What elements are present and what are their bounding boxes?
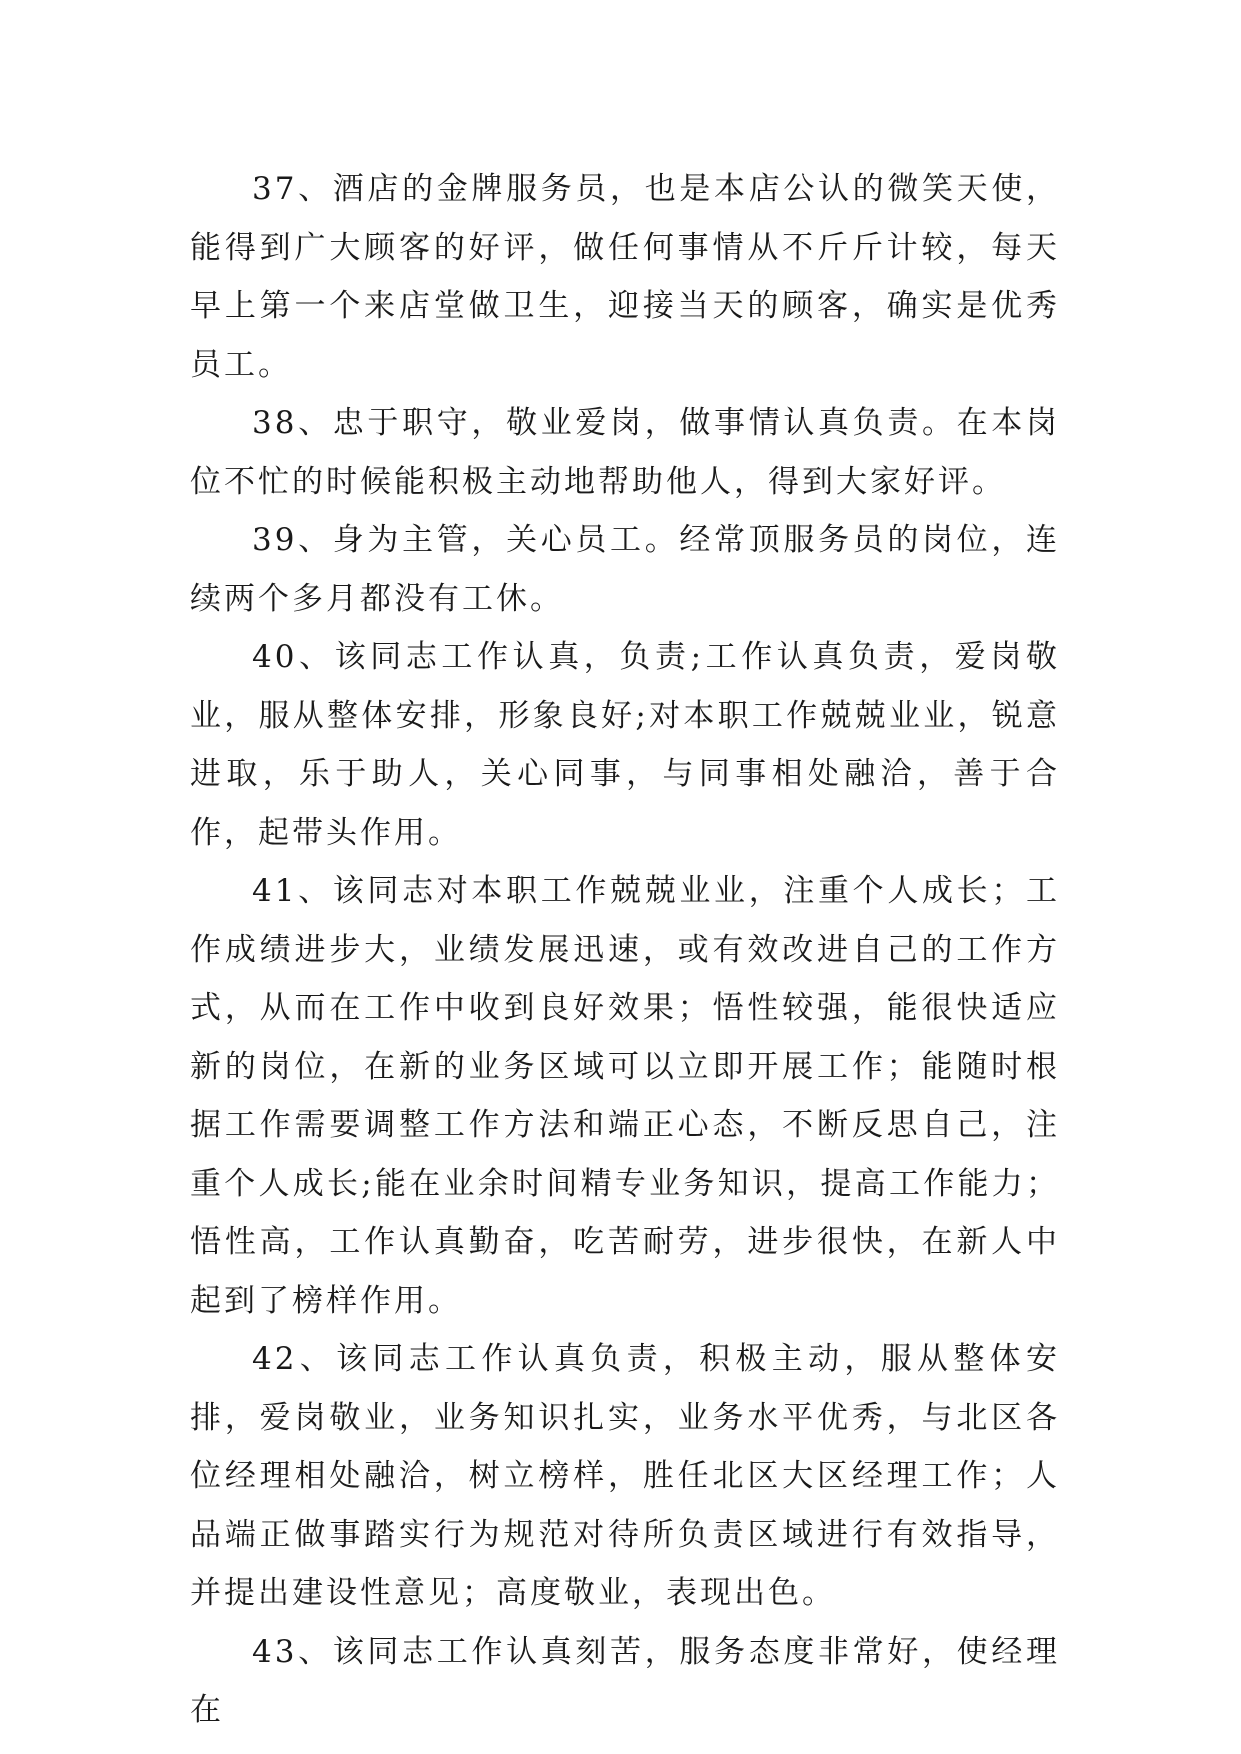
paragraph-41: 41、该同志对本职工作兢兢业业，注重个人成长；工作成绩进步大，业绩发展迅速，或有效改进自己的工作方式，从而在工作中收到良好效果；悟性较强，能很快适应新的岗位，在新的业务区域可以立即开展工作；能随时根据工作需要调整工作方法和端正心态，不断反思自己，注重个人成长;能在业余时间精专业务知识，提高工作能力；悟性高，工作认真勤奋，吃苦耐劳，进步很快，在新人中起到了榜样作用。 xyxy=(190,873,1060,1319)
paragraph-42: 42、该同志工作认真负责，积极主动，服从整体安排，爱岗敬业，业务知识扎实，业务水平优秀，与北区各位经理相处融洽，树立榜样，胜任北区大区经理工作；人品端正做事踏实行为规范对待所负责区域进行有效指导，并提出建设性意见；高度敬业，表现出色。 xyxy=(190,1341,1060,1611)
document-body xyxy=(190,160,1060,1740)
paragraph-39: 39、身为主管，关心员工。经常顶服务员的岗位，连续两个多月都没有工休。 xyxy=(190,522,1060,617)
paragraph-37: 37、酒店的金牌服务员，也是本店公认的微笑天使，能得到广大顾客的好评，做任何事情从不斤斤计较，每天早上第一个来店堂做卫生，迎接当天的顾客，确实是优秀员工。 xyxy=(190,171,1060,383)
paragraph-40: 40、该同志工作认真，负责;工作认真负责，爱岗敬业，服从整体安排，形象良好;对本职工作兢兢业业，锐意进取，乐于助人，关心同事，与同事相处融洽，善于合作，起带头作用。 xyxy=(190,639,1060,851)
paragraph-43: 43、该同志工作认真刻苦，服务态度非常好，使经理在 xyxy=(190,1633,1060,1728)
paragraph-38: 38、忠于职守，敬业爱岗，做事情认真负责。在本岗位不忙的时候能积极主动地帮助他人，得到大家好评。 xyxy=(190,405,1060,500)
